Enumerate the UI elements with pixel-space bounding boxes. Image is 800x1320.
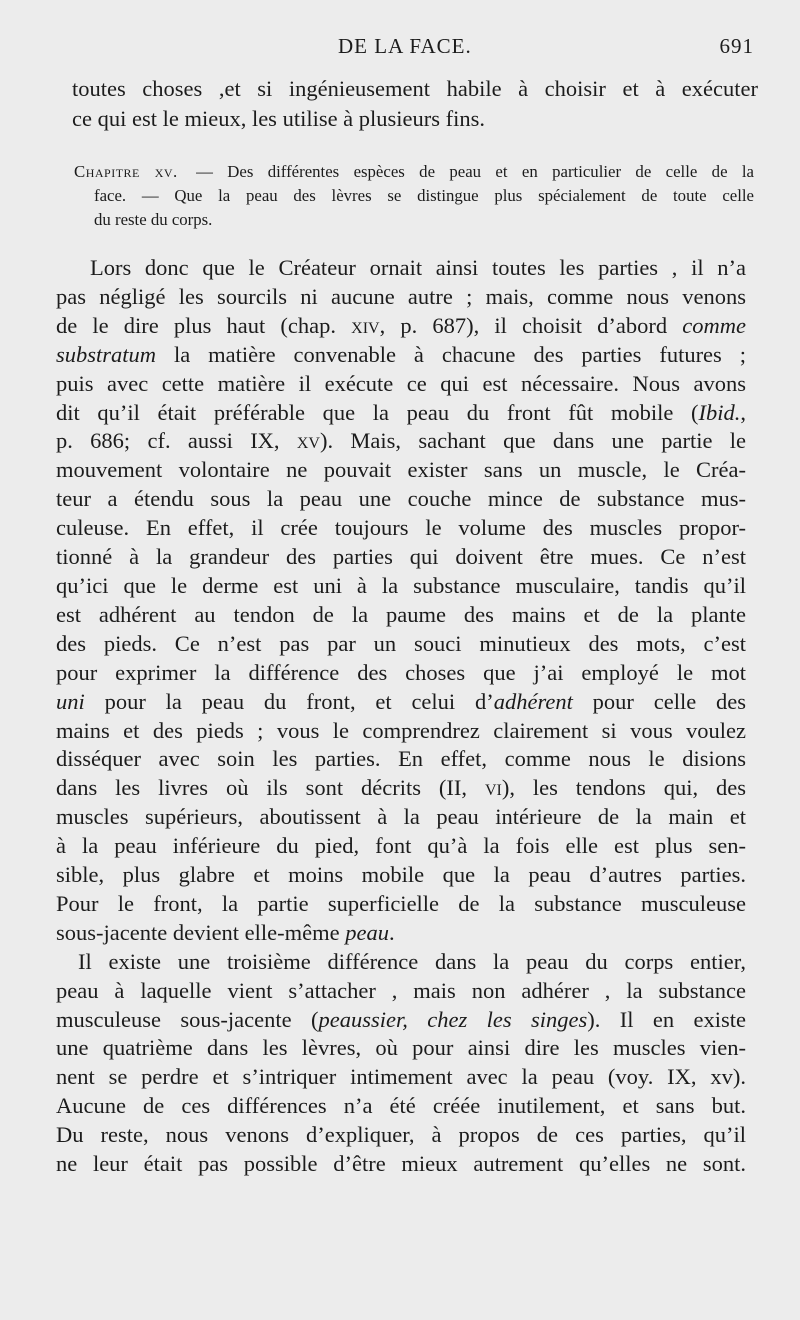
text-line: pas négligé les sourcils ni aucune autre ; mais, comme nous venons <box>56 283 746 309</box>
text-line: peau à laquelle vient s’attacher , mais non adhérer , la substance <box>56 977 746 1003</box>
text-line <box>56 1006 746 1035</box>
summary-line <box>74 160 754 184</box>
text-line: puis avec cette matière il exécute ce qui est nécessaire. Nous avons <box>56 370 746 396</box>
chapter-label: Chapitre xv. <box>74 162 178 181</box>
page-number: 691 <box>719 34 754 58</box>
text-run: vi <box>484 775 502 801</box>
text-line: tionné à la grandeur des parties qui doivent être mues. Ce n’est <box>56 544 746 570</box>
text-run: pour celle des <box>572 688 746 714</box>
text-line: mains et des pieds ; vous le comprendrez clairement si vous voulez <box>56 717 746 743</box>
text-run: . <box>389 919 395 945</box>
text-run: uni <box>56 688 85 714</box>
text-run: ), les tendons qui, des <box>501 775 746 801</box>
text-line <box>56 399 746 428</box>
paragraph-2 <box>56 948 746 1179</box>
text-line: toutes choses ,et si ingénieusement habile à choisir et à exécuter <box>72 76 758 101</box>
text-line: Lors donc que le Créateur ornait ainsi toutes les parties , il n’a <box>90 255 746 280</box>
opening-lines <box>72 74 758 134</box>
text-line: des pieds. Ce n’est pas par un souci minutieux des mots, c’est <box>56 630 746 656</box>
summary-line: face. — Que la peau des lèvres se distingue plus spécialement de toute celle <box>94 186 754 205</box>
text-line: une quatrième dans les lèvres, où pour ainsi dire les muscles vien- <box>56 1035 746 1061</box>
text-line: Aucune de ces différences n’a été créée inutilement, et sans but. <box>56 1093 746 1119</box>
running-title: DE LA FACE. <box>338 34 472 58</box>
text-line: teur a étendu sous la peau une couche mince de substance mus- <box>56 486 746 512</box>
text-run: comme <box>682 312 746 338</box>
text-line: muscles supérieurs, aboutissent à la peau intérieure de la main et <box>56 804 746 830</box>
text-run: p. 686; cf. aussi IX, <box>56 428 297 454</box>
text-run: substratum <box>56 341 157 367</box>
text-line: est adhérent au tendon de la paume des mains et de la plante <box>56 601 746 627</box>
text-line <box>56 688 746 717</box>
text-line: à la peau inférieure du pied, font qu’à la fois elle est plus sen- <box>56 833 746 859</box>
text-line: ne leur était pas possible d’être mieux autrement qu’elles ne sont. <box>56 1151 746 1177</box>
text-line: qu’ici que le derme est uni à la substance musculaire, tandis qu’il <box>56 572 746 598</box>
text-run: ). Mais, sachant que dans une partie le <box>319 428 746 454</box>
text-run: xiv <box>351 312 380 338</box>
text-line: nent se perdre et s’intriquer intimement avec la peau (voy. IX, xv). <box>56 1064 746 1090</box>
paragraph-1 <box>56 254 746 948</box>
body-text <box>56 254 746 1179</box>
text-run: de le dire plus haut (chap. <box>56 312 352 338</box>
text-run: musculeuse sous-jacente ( <box>56 1006 319 1032</box>
text-line: pour exprimer la différence des choses que j’ai employé le mot <box>56 659 746 685</box>
text-line: ce qui est le mieux, les utilise à plusieurs fins. <box>72 106 486 131</box>
text-line: Pour le front, la partie superficielle de la substance musculeuse <box>56 890 746 916</box>
text-run: peau <box>345 919 389 945</box>
text-line <box>56 427 746 456</box>
text-line: culeuse. En effet, il crée toujours le volume des muscles propor- <box>56 515 746 541</box>
text-run: peaussier, chez les singes <box>318 1006 588 1032</box>
text-line <box>56 774 746 803</box>
text-run: xv <box>296 428 320 454</box>
text-line: sible, plus glabre et moins mobile que la peau d’autres parties. <box>56 862 746 888</box>
text-run: ). Il en existe <box>587 1006 746 1032</box>
text-run: dans les livres où ils sont décrits (II, <box>56 775 485 801</box>
text-line <box>56 919 746 948</box>
text-run: , p. 687), il choisit d’abord <box>379 312 683 338</box>
summary-line: du reste du corps. <box>94 210 213 229</box>
chapter-summary <box>74 160 754 232</box>
text-line: mouvement volontaire ne pouvait exister sans un muscle, le Créa- <box>56 457 746 483</box>
text-line: Du reste, nous venons d’expliquer, à propos de ces parties, qu’il <box>56 1122 746 1148</box>
text-line: disséquer avec soin les parties. En effet, comme nous le disions <box>56 746 746 772</box>
text-run: Ibid. <box>698 399 741 425</box>
text-run: la matière convenable à chacune des parties futures ; <box>156 341 746 367</box>
text-run: sous-jacente devient elle-même <box>56 919 346 945</box>
text-run: adhérent <box>493 688 573 714</box>
text-run: , <box>740 399 746 425</box>
text-run: dit qu’il était préférable que la peau du front fût mobile ( <box>56 399 699 425</box>
summary-text: — Des différentes espèces de peau et en particulier de celle de la <box>196 162 754 181</box>
text-line <box>56 312 746 341</box>
text-line: Il existe une troisième différence dans la peau du corps entier, <box>78 948 746 974</box>
text-line <box>56 341 746 370</box>
text-run: pour la peau du front, et celui d’ <box>84 688 494 714</box>
running-head <box>0 34 800 62</box>
